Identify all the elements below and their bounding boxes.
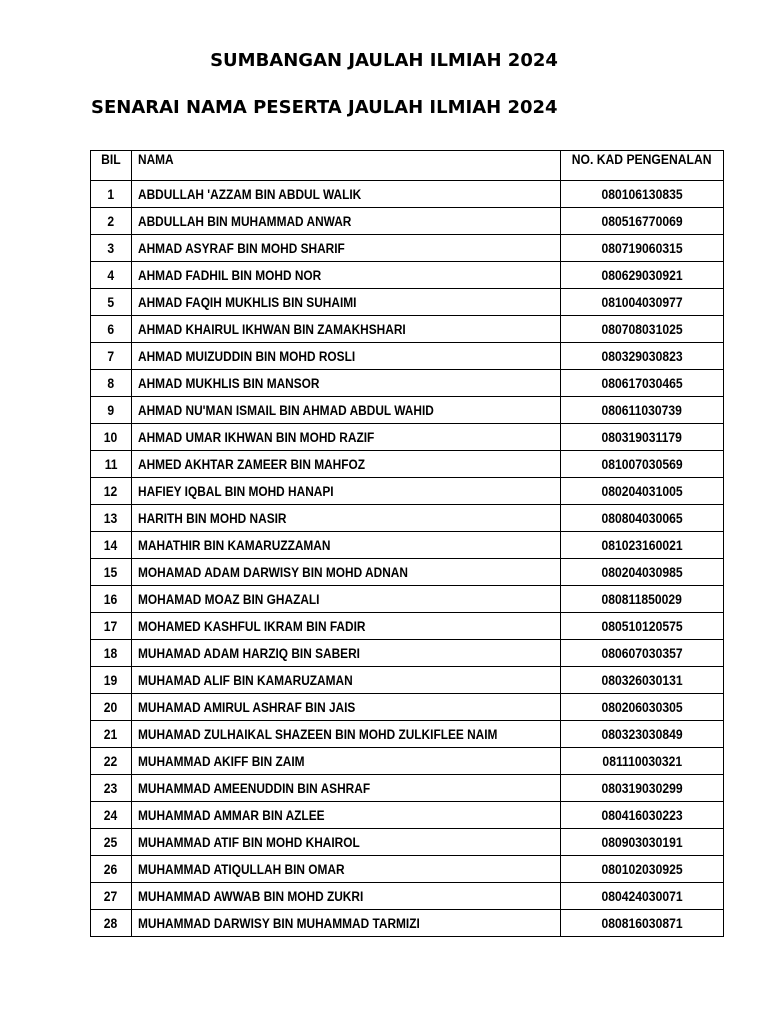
row-nama: HARITH BIN MOHD NASIR [132,505,561,532]
row-bil: 19 [91,667,132,694]
row-ic: 080629030921 [561,262,724,289]
row-bil: 2 [91,208,132,235]
row-bil: 20 [91,694,132,721]
table-row [91,748,724,775]
table-row [91,370,724,397]
table-row [91,694,724,721]
table-header [91,151,724,181]
row-ic: 081023160021 [561,532,724,559]
row-bil: 27 [91,883,132,910]
row-nama: MAHATHIR BIN KAMARUZZAMAN [132,532,561,559]
row-ic: 080416030223 [561,802,724,829]
row-ic: 080816030871 [561,910,724,937]
row-ic: 080708031025 [561,316,724,343]
table-row [91,505,724,532]
row-ic: 080204030985 [561,559,724,586]
row-bil: 6 [91,316,132,343]
row-nama: HAFIEY IQBAL BIN MOHD HANAPI [132,478,561,505]
row-bil: 10 [91,424,132,451]
row-nama: MUHAMAD ALIF BIN KAMARUZAMAN [132,667,561,694]
table-row [91,316,724,343]
row-nama: AHMAD FAQIH MUKHLIS BIN SUHAIMI [132,289,561,316]
row-nama: MUHAMAD AMIRUL ASHRAF BIN JAIS [132,694,561,721]
table-body [91,181,724,937]
row-bil: 15 [91,559,132,586]
row-nama: AHMAD FADHIL BIN MOHD NOR [132,262,561,289]
row-bil: 25 [91,829,132,856]
row-bil: 5 [91,289,132,316]
row-bil: 9 [91,397,132,424]
row-bil: 28 [91,910,132,937]
row-ic: 081110030321 [561,748,724,775]
row-bil: 24 [91,802,132,829]
row-nama: MUHAMMAD DARWISY BIN MUHAMMAD TARMIZI [132,910,561,937]
table-row [91,478,724,505]
row-ic: 081004030977 [561,289,724,316]
row-nama: MUHAMAD ZULHAIKAL SHAZEEN BIN MOHD ZULKIFLEE NAIM [132,721,561,748]
row-ic: 080516770069 [561,208,724,235]
table-row [91,451,724,478]
table-row [91,883,724,910]
table-row [91,532,724,559]
table-row [91,775,724,802]
row-ic: 080611030739 [561,397,724,424]
table-row [91,559,724,586]
row-bil: 3 [91,235,132,262]
table-row [91,721,724,748]
row-nama: MUHAMMAD AWWAB BIN MOHD ZUKRI [132,883,561,910]
row-ic: 080510120575 [561,613,724,640]
row-ic: 080719060315 [561,235,724,262]
table-row [91,343,724,370]
row-bil: 16 [91,586,132,613]
table-row [91,235,724,262]
row-nama: AHMED AKHTAR ZAMEER BIN MAHFOZ [132,451,561,478]
row-ic: 080617030465 [561,370,724,397]
row-bil: 21 [91,721,132,748]
row-nama: MUHAMMAD ATIQULLAH BIN OMAR [132,856,561,883]
participant-table [90,150,724,937]
row-ic: 080204031005 [561,478,724,505]
row-nama: MOHAMAD MOAZ BIN GHAZALI [132,586,561,613]
row-bil: 17 [91,613,132,640]
row-ic: 080903030191 [561,829,724,856]
table-row [91,397,724,424]
row-bil: 23 [91,775,132,802]
row-bil: 12 [91,478,132,505]
row-nama: MOHAMED KASHFUL IKRAM BIN FADIR [132,613,561,640]
table-row [91,910,724,937]
table-row [91,181,724,208]
row-nama: ABDULLAH BIN MUHAMMAD ANWAR [132,208,561,235]
table-row [91,802,724,829]
table-row [91,424,724,451]
table-row [91,289,724,316]
header-row [91,151,724,181]
row-nama: MUHAMMAD AMMAR BIN AZLEE [132,802,561,829]
row-ic: 080319030299 [561,775,724,802]
row-ic: 081007030569 [561,451,724,478]
row-bil: 18 [91,640,132,667]
row-ic: 080329030823 [561,343,724,370]
row-nama: MUHAMAD ADAM HARZIQ BIN SABERI [132,640,561,667]
row-bil: 11 [91,451,132,478]
column-header-ic: NO. KAD PENGENALAN [561,151,724,181]
row-bil: 22 [91,748,132,775]
row-nama: MUHAMMAD AKIFF BIN ZAIM [132,748,561,775]
table-row [91,613,724,640]
row-nama: AHMAD MUKHLIS BIN MANSOR [132,370,561,397]
table-row [91,667,724,694]
row-bil: 13 [91,505,132,532]
row-ic: 080607030357 [561,640,724,667]
row-ic: 080206030305 [561,694,724,721]
table-row [91,586,724,613]
row-ic: 080804030065 [561,505,724,532]
row-nama: MUHAMMAD ATIF BIN MOHD KHAIROL [132,829,561,856]
row-bil: 8 [91,370,132,397]
table-row [91,856,724,883]
document-subtitle: SENARAI NAMA PESERTA JAULAH ILMIAH 2024 [91,97,558,118]
row-bil: 1 [91,181,132,208]
row-nama: ABDULLAH 'AZZAM BIN ABDUL WALIK [132,181,561,208]
column-header-nama: NAMA [132,151,561,181]
row-bil: 14 [91,532,132,559]
column-header-bil: BIL [91,151,132,181]
row-ic: 080323030849 [561,721,724,748]
row-bil: 26 [91,856,132,883]
row-nama: AHMAD ASYRAF BIN MOHD SHARIF [132,235,561,262]
table-row [91,640,724,667]
document-title: SUMBANGAN JAULAH ILMIAH 2024 [210,50,558,71]
table-row [91,829,724,856]
row-nama: AHMAD KHAIRUL IKHWAN BIN ZAMAKHSHARI [132,316,561,343]
row-ic: 080424030071 [561,883,724,910]
row-nama: MUHAMMAD AMEENUDDIN BIN ASHRAF [132,775,561,802]
table-row [91,208,724,235]
row-nama: AHMAD NU'MAN ISMAIL BIN AHMAD ABDUL WAHID [132,397,561,424]
row-nama: AHMAD UMAR IKHWAN BIN MOHD RAZIF [132,424,561,451]
row-nama: AHMAD MUIZUDDIN BIN MOHD ROSLI [132,343,561,370]
row-bil: 4 [91,262,132,289]
row-ic: 080102030925 [561,856,724,883]
row-ic: 080319031179 [561,424,724,451]
row-ic: 080106130835 [561,181,724,208]
table-row [91,262,724,289]
row-ic: 080326030131 [561,667,724,694]
row-bil: 7 [91,343,132,370]
row-nama: MOHAMAD ADAM DARWISY BIN MOHD ADNAN [132,559,561,586]
row-ic: 080811850029 [561,586,724,613]
